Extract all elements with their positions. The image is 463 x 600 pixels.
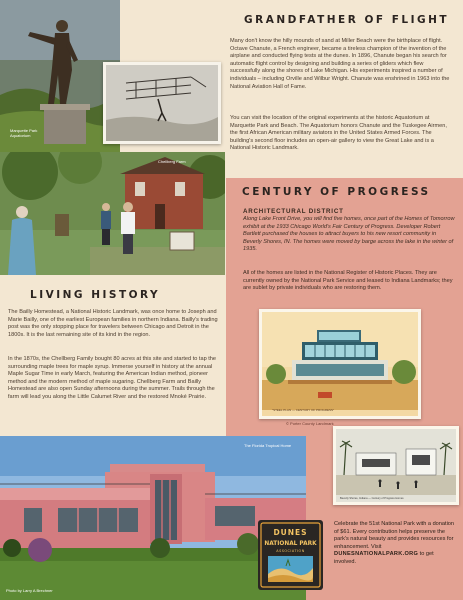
chellberg-illustration: [0, 152, 225, 275]
century-para2: All of the homes are listed in the National Register of Historic Places. They are currently owned by the National Park Service and leased to Indiana Landmarks; they are sublet by private individuals who are restoring them.: [243, 270, 453, 292]
dunes-national-park-association-logo[interactable]: [258, 520, 323, 590]
porter-credit: © Porter County Landmark: [286, 421, 334, 426]
houses-print-text: Beverly Shores, Indiana — Century of Progress Homes: [340, 497, 404, 500]
donation-url-link[interactable]: DUNESNATIONALPARK.ORG: [334, 551, 419, 558]
grandfather-heading: GRANDFATHER OF FLIGHT: [244, 14, 450, 26]
century-homes-illustration: [336, 429, 456, 502]
photo-credit: Photo by Larry A Brechner: [6, 588, 53, 593]
statue-caption: Marquette Park Aquatorium: [10, 128, 38, 138]
grandfather-para2: You can visit the location of the original experiments at the historic Aquatorium at Marquette Park and Beach. The Aquatorium honors Chanute and the Tuskegee Airmen, the first African American military aviators in the United States Armed Forces. The building's second floor includes an open-air gallery to view the Great Lake and is a National Historic Landmark.: [230, 115, 447, 152]
house-of-tomorrow-illustration: [262, 312, 418, 416]
logo-line3: ASSOCIATION: [276, 549, 305, 553]
futurama-print-text: "STEEL PLAN — CENTURY OF PROGRESS": [272, 408, 335, 412]
donation-text-after: to get involved.: [334, 551, 434, 565]
house-of-tomorrow-print: [259, 309, 421, 419]
century-para1: Along Lake Front Drive, you will find five homes, once part of the Homes of Tomorrow exhibit at the 1933 Chicago World's Fair Century of Progress. Developer Robert Bartlett purchased the houses to attract buyers to his new resort community in Beverly Shores, IN. The homes were moved by barge across the lake in the winter of 1935.: [243, 216, 455, 253]
century-homes-photo: [333, 426, 459, 505]
donation-text: [334, 521, 456, 567]
statue-photo: [0, 0, 120, 152]
logo-illustration: [258, 520, 323, 590]
grandfather-para1: Many don't know the hilly mounds of sand at Miller Beach were the birthplace of flight. Octave Chanute, a French engineer, became a tireless champion of the invention of the airplane and conducted flying tests at the dunes. In 1896, Chanute began his search for automatic flight control by designing and building a series of gliders which flew successfully along the shores of Lake Michigan. His experiments inspired a number of individuals – including Orville and Wilbur Wright. Chanute was enshrined in 1963 into the National Aviation Hall of Fame.: [230, 38, 450, 90]
living-para1: The Bailly Homestead, a National Historic Landmark, was once home to Joseph and Marie Bailly, one of the earliest European families in northern Indiana. Bailly's trading post was the only stopping place for travelers between Chicago and Detroit in the 1800s. It is the last remaining site of its kind in the region.: [8, 309, 218, 338]
donation-text-before: Celebrate the 51st National Park with a donation of $61. Every contribution helps preserve the park's natural beauty and provides resources for enhancement. Visit: [334, 521, 455, 550]
century-heading: CENTURY OF PROGRESS: [242, 186, 431, 198]
living-heading: LIVING HISTORY: [30, 289, 161, 301]
glider-illustration: [106, 65, 218, 141]
chellberg-caption: Chellberg Farm: [158, 159, 186, 164]
century-subheading: ARCHITECTURAL DISTRICT: [243, 208, 344, 215]
living-para2: In the 1870s, the Chellberg Family bought 80 acres at this site and started to tap the surrounding maple trees for maple syrup. Immerse yourself in history at the annual Maple Sugar Time in early March, featuring the American Indian method, pioneer method and the modern method of maple sugaring. Chellberg Farm and Bailly Homestead are also open Sunday afternoons during the summer. Trails through the farm will lead you along the Little Calumet River and the restored Mnoké Prairie.: [8, 356, 217, 400]
glider-photo: [103, 62, 221, 144]
logo-line2: NATIONAL PARK: [264, 541, 317, 547]
logo-line1: DUNES: [273, 528, 308, 537]
florida-caption: The Florida Tropical Home: [244, 443, 292, 448]
chellberg-photo: [0, 152, 225, 275]
